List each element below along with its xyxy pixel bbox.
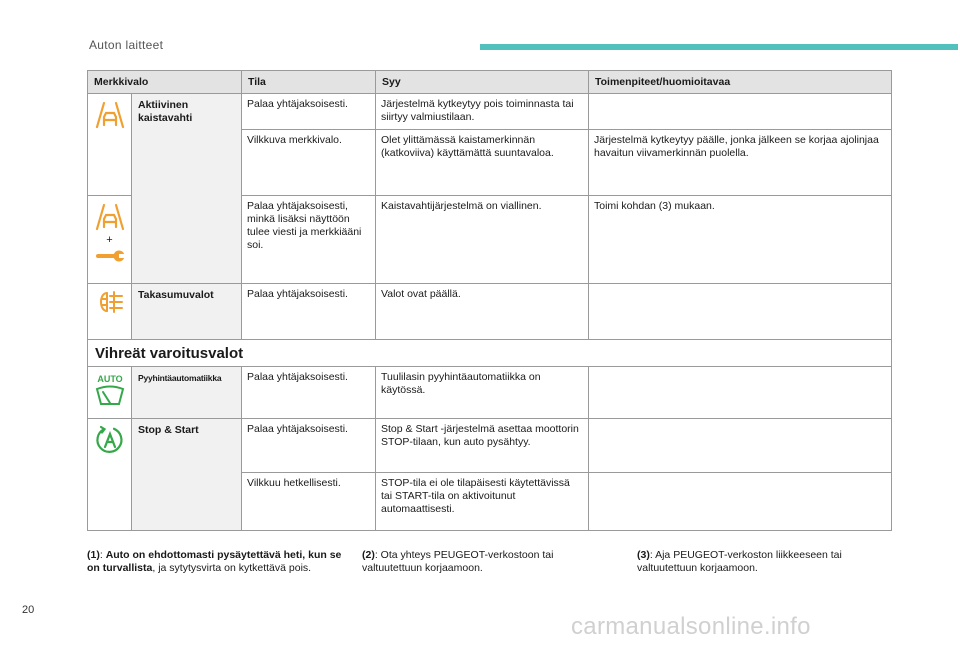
col-header-cause: Syy (376, 71, 589, 94)
table-row (88, 284, 892, 340)
stopstart-r1-cause: Stop & Start -järjestelmä asettaa moottorin STOP-tilaan, kun auto pysähtyy. (376, 419, 589, 473)
page-number: 20 (22, 604, 35, 616)
plus-sign: + (106, 234, 113, 246)
wrench-icon (94, 249, 126, 263)
stopstart-r1-state: Palaa yhtäjaksoisesti. (242, 419, 376, 473)
stopstart-r2-action (589, 473, 892, 531)
fog-icon-cell (88, 284, 132, 340)
footnote-2-number: (2) (362, 549, 375, 561)
col-header-action: Toimenpiteet/huomioitavaa (589, 71, 892, 94)
auto-wiper-name: Pyyhintäautomatiikka (132, 367, 242, 419)
table-row (88, 419, 892, 473)
section-title: Auton laitteet (89, 38, 164, 52)
rear-fog-name: Takasumuvalot (132, 284, 242, 340)
footnote-3 (637, 549, 897, 575)
table-header-row (88, 71, 892, 94)
lane-assist-name: Aktiivinen kaistavahti (132, 94, 242, 284)
footnote-1-number: (1) (87, 549, 100, 561)
stopstart-r2-cause: STOP-tila ei ole tilapäisesti käytettävissä tai START-tila on aktivoitunut automaattisesti. (376, 473, 589, 531)
footnote-2 (362, 549, 612, 575)
col-header-light: Merkkivalo (88, 71, 242, 94)
wiper-icon-cell (88, 367, 132, 419)
footnote-1-text: , ja sytytysvirta on kytkettävä pois. (152, 562, 312, 574)
wiper-cause: Tuulilasin pyyhintäautomatiikka on käytössä. (376, 367, 589, 419)
stopstart-icon-cell (88, 419, 132, 531)
lane-r3-state: Palaa yhtäjaksoisesti, minkä lisäksi näyttöön tulee viesti ja merkkiääni soi. (242, 196, 376, 284)
lane-r2-action: Järjestelmä kytkeytyy päälle, jonka jälkeen se korjaa ajolinjaa havaitun viivamerkinnän puolella. (589, 130, 892, 196)
lane-assist-icon (95, 202, 125, 232)
wiper-action (589, 367, 892, 419)
lane-r1-cause: Järjestelmä kytkeytyy pois toiminnasta tai siirtyy valmiustilaan. (376, 94, 589, 130)
watermark: carmanualsonline.info (571, 613, 811, 640)
warning-lights-table (87, 70, 892, 531)
table-row (88, 367, 892, 419)
lane-icon-cell (88, 94, 132, 196)
fog-cause: Valot ovat päällä. (376, 284, 589, 340)
auto-wiper-label: AUTO (96, 374, 123, 384)
stop-start-name: Stop & Start (132, 419, 242, 531)
footnote-1: (1): Auto on ehdottomasti pysäytettävä heti, kun se on turvallista, ja sytytysvirta on kytkettävä pois. (87, 549, 342, 574)
wiper-state: Palaa yhtäjaksoisesti. (242, 367, 376, 419)
lane-assist-icon (95, 100, 125, 130)
fog-action (589, 284, 892, 340)
rear-fog-light-icon (95, 290, 125, 314)
footnote-3-text: : Aja PEUGEOT-verkoston liikkeeseen tai valtuutettuun korjaamoon. (637, 549, 842, 574)
footnote-3-number: (3) (637, 549, 650, 561)
col-header-state: Tila (242, 71, 376, 94)
stopstart-r2-state: Vilkkuu hetkellisesti. (242, 473, 376, 531)
lane-r1-action (589, 94, 892, 130)
lane-r3-action: Toimi kohdan (3) mukaan. (589, 196, 892, 284)
stop-start-icon (95, 425, 125, 455)
header-accent-bar (480, 44, 958, 50)
footnote-1-emphasis: Auto on ehdottomasti pysäytettävä heti, kun se on turvallista (87, 549, 342, 574)
table-row (88, 94, 892, 130)
fog-state: Palaa yhtäjaksoisesti. (242, 284, 376, 340)
lane-r2-state: Vilkkuva merkkivalo. (242, 130, 376, 196)
group-row (88, 340, 892, 367)
green-lights-heading: Vihreät varoitusvalot (88, 340, 892, 367)
stopstart-r1-action (589, 419, 892, 473)
footnote-2-text: : Ota yhteys PEUGEOT-verkostoon tai valtuutettuun korjaamoon. (362, 549, 554, 574)
lane-r1-state: Palaa yhtäjaksoisesti. (242, 94, 376, 130)
lane-r2-cause: Olet ylittämässä kaistamerkinnän (katkoviiva) käyttämättä suuntavaloa. (376, 130, 589, 196)
auto-wiper-icon (93, 373, 127, 407)
lane-fault-icon-cell (88, 196, 132, 284)
lane-r3-cause: Kaistavahtijärjestelmä on viallinen. (376, 196, 589, 284)
